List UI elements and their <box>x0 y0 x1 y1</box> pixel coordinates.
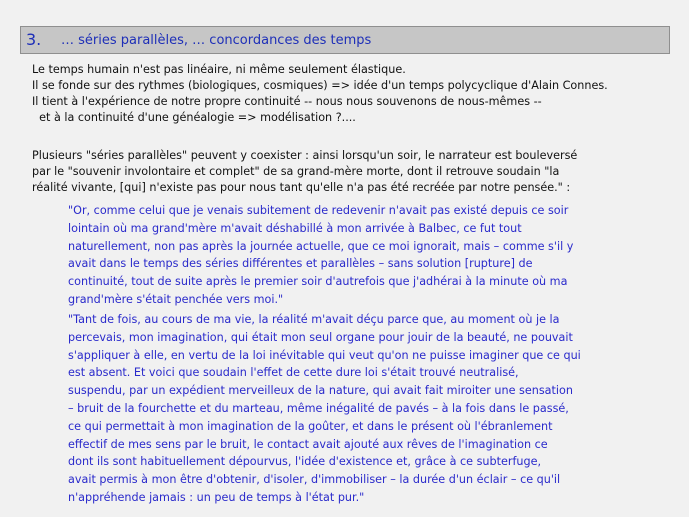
quote-line: grand'mère s'était penchée vers moi." <box>68 292 284 306</box>
quote-line: "Tant de fois, au cours de ma vie, la réalité m'avait déçu parce que, au moment où je la <box>68 313 560 326</box>
quote-line: avait dans le temps des séries différentes et parallèles – sans solution [rupture] de <box>68 257 533 271</box>
quote-line: – bruit de la fourchette et du marteau, même inégalité de pavés – à la fois dans le passé, <box>68 401 569 415</box>
quote-line: effectif de mes sens par le bruit, le contact avait ajouté aux rêves de l'imagination ce <box>68 437 548 451</box>
quote-line: est absent. Et voici que soudain l'effet de cette dure loi s'était trouvé neutralisé, <box>68 366 519 380</box>
quote-line: suspendu, par un expédient merveilleux de la nature, qui avait fait miroiter une sensation <box>68 384 573 398</box>
proust-quote-1 <box>68 202 573 309</box>
intro-line: et à la continuité d'une généalogie => modélisation ?.... <box>32 111 356 124</box>
quote-line: continuité, tout de suite après le premier soir d'autrefois que j'adhérai à la minute où ma <box>68 275 568 289</box>
series-paragraph <box>32 148 577 196</box>
quote-line: ce qui permettait à mon imagination de la goûter, et dans le présent où l'ébranlement <box>68 419 553 433</box>
intro-line: Il se fonde sur des rythmes (biologiques, cosmiques) => idée d'un temps polycyclique d'Alain Connes. <box>32 79 608 92</box>
series-line: Plusieurs "séries parallèles" peuvent y coexister : ainsi lorsqu'un soir, le narrateur est bouleversé <box>32 149 578 162</box>
intro-line: Il tient à l'expérience de notre propre continuité -- nous nous souvenons de nous-mêmes -- <box>32 95 542 108</box>
quote-line: dont ils sont habituellement dépourvus, l'idée d'existence et, grâce à ce subterfuge, <box>68 455 542 469</box>
section-title: … séries parallèles, … concordances des temps <box>61 33 372 48</box>
quote-line: lointain où ma grand'mère m'avait déshabillé à mon arrivée à Balbec, ce fut tout <box>68 221 522 235</box>
series-line: par le "souvenir involontaire et complet" de sa grand-mère morte, dont il retrouve soudain "la <box>32 165 560 178</box>
quote-line: n'appréhende jamais : un peu de temps à l'état pur." <box>68 490 365 504</box>
intro-paragraph <box>32 62 608 126</box>
quote-line: percevais, mon imagination, qui était mon seul organe pour jouir de la beauté, ne pouvait <box>68 330 573 344</box>
quote-line: "Or, comme celui que je venais subitement de redevenir n'avait pas existé depuis ce soir <box>68 204 569 217</box>
proust-quote-2 <box>68 311 581 507</box>
section-title-bar <box>20 26 670 54</box>
section-number: 3. <box>26 30 42 49</box>
quote-line: naturellement, non pas après la journée actuelle, que ce moi ignorait, mais – comme s'il y <box>68 239 574 253</box>
series-line: réalité vivante, [qui] n'existe pas pour nous tant qu'elle n'a pas été recréée par notre pensée." : <box>32 181 571 194</box>
intro-line: Le temps humain n'est pas linéaire, ni même seulement élastique. <box>32 63 406 76</box>
quote-line: avait permis à mon être d'obtenir, d'isoler, d'immobiliser – la durée d'un éclair – ce qu'il <box>68 473 561 487</box>
quote-line: s'appliquer à elle, en vertu de la loi inévitable qui veut qu'on ne puisse imaginer que ce qui <box>68 348 581 362</box>
